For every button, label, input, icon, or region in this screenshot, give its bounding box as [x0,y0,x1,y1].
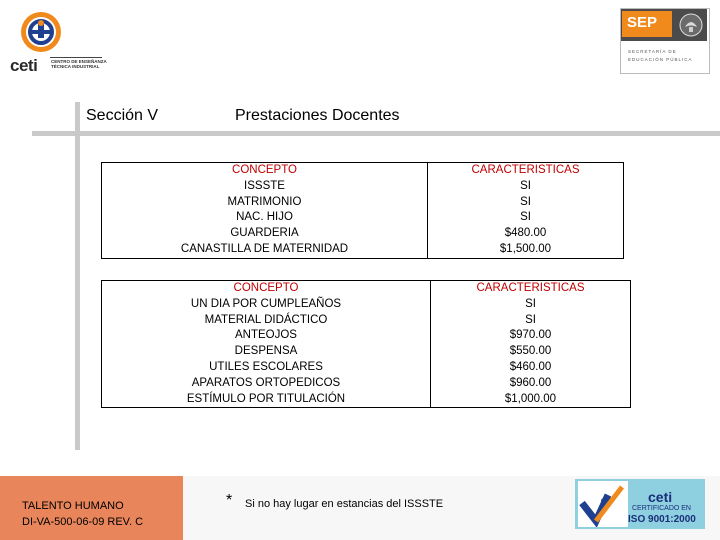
vertical-divider [75,102,80,450]
benefits-table-2 [101,280,631,408]
table-cell: SI [520,179,531,192]
table-cell: $1,500.00 [499,242,552,255]
sep-logo-line-2: EDUCACIÓN PÚBLICA [628,57,693,62]
benefits-table-1 [101,162,624,259]
footnote-marker: * [226,492,233,509]
iso-badge-brand: ceti [648,489,673,505]
table-cell: $460.00 [509,360,552,373]
table-cell: GUARDERIA [230,227,299,240]
table-cell: ANTEOJOS [235,329,297,342]
ceti-logo-bar [30,30,52,34]
table-cell: $1,000.00 [504,392,557,405]
table-cell: APARATOS ORTOPEDICOS [191,376,341,389]
table-cell-concepts [102,281,431,408]
table-cell: MATERIAL DIDÁCTICO [204,313,328,326]
footer-department: TALENTO HUMANO [22,500,124,512]
table-cell-concepts [102,163,428,259]
section-label: Sección V [86,107,159,124]
ceti-logo-rule [50,57,102,58]
table-cell: $960.00 [509,376,552,389]
table-cell: $550.00 [509,345,552,358]
table-cell: NAC. HIJO [236,211,293,224]
column-header-concepto: CONCEPTO [232,164,297,176]
table-cell-characteristics [428,163,624,259]
ceti-logo-subtitle-2: TÉCNICA INDUSTRIAL [51,64,100,69]
table-cell: $480.00 [504,227,547,240]
horizontal-divider [32,131,720,136]
ceti-logo-subtitle [51,59,111,69]
ceti-logo-dot [38,20,44,26]
table-cell: ISSSTE [244,179,285,192]
table-cell: $970.00 [509,329,552,342]
table-cell: CANASTILLA DE MATERNIDAD [180,242,349,255]
footnote-text: Si no hay lugar en estancias del ISSSTE [245,498,444,510]
table-cell: UN DIA POR CUMPLEAÑOS [190,297,342,310]
table-cell: ESTÍMULO POR TITULACIÓN [186,392,346,405]
table-cell: DESPENSA [234,345,298,358]
iso-badge-standard: ISO 9001:2000 [628,514,696,525]
checkmark-icon [578,481,628,527]
page-title: Prestaciones Docentes [235,107,400,124]
footer-document-code: DI-VA-500-06-09 REV. C [22,516,144,528]
table-cell-characteristics [431,281,631,408]
table-cell: SI [525,297,536,310]
ceti-logo-word: ceti [10,56,38,75]
sep-logo-line-1: SECRETARÍA DE [628,49,677,54]
table-cell: SI [525,313,536,326]
table-row [102,281,631,408]
iso-badge-certified: CERTIFICADO EN [632,505,691,512]
table-cell: SI [520,211,531,224]
column-header-caracteristicas: CARACTERISTICAS [471,164,580,176]
table-cell: SI [520,195,531,208]
sep-logo-word: SEP [627,14,658,31]
table-cell: UTILES ESCOLARES [209,360,323,373]
table-row [102,163,624,259]
ceti-logo-subtitle-1: CENTRO DE ENSEÑANZA [51,59,107,64]
mexico-eagle-icon [678,12,704,38]
table-cell: MATRIMONIO [227,195,302,208]
column-header-concepto: CONCEPTO [233,282,299,294]
column-header-caracteristicas: CARACTERISTICAS [476,282,585,294]
